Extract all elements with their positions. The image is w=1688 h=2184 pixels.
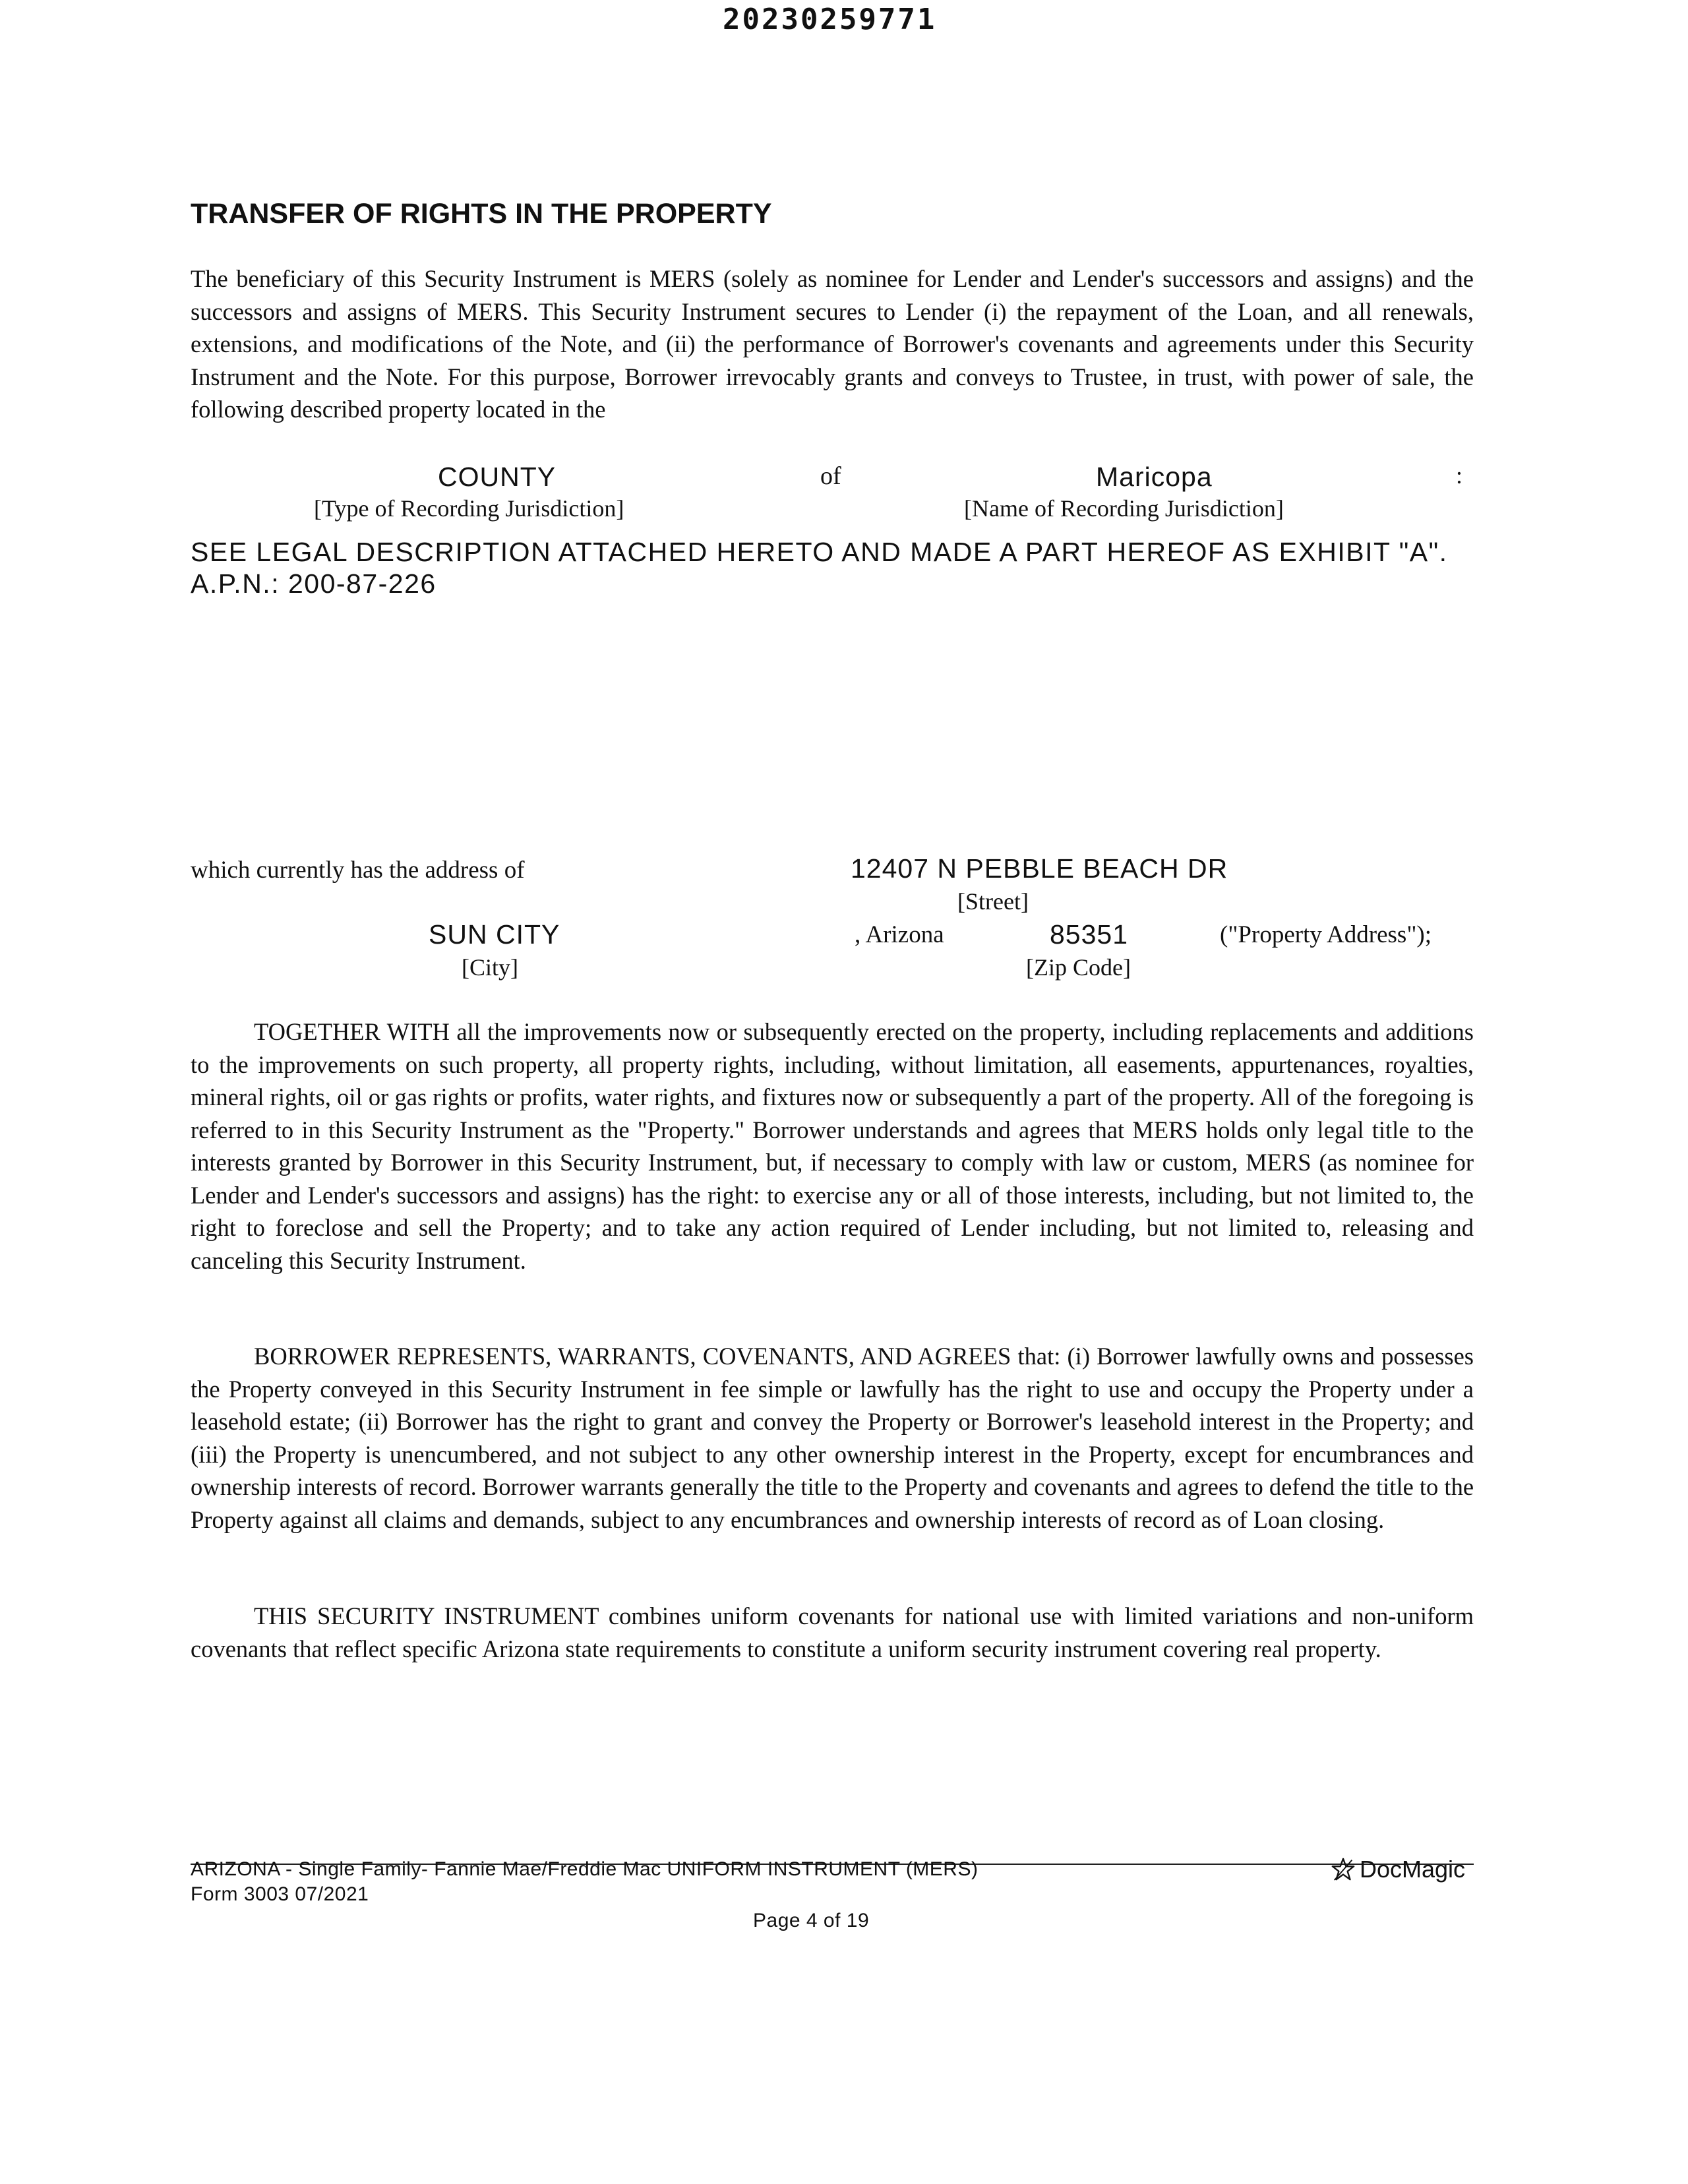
street-label: [Street] bbox=[957, 888, 1029, 915]
star-outline-icon bbox=[1331, 1857, 1356, 1882]
recording-number: 20230259771 bbox=[723, 3, 937, 36]
city-label: [City] bbox=[462, 954, 518, 981]
jurisdiction-colon: : bbox=[1456, 462, 1463, 489]
paragraph-security-instrument: THIS SECURITY INSTRUMENT combines uniform covenants for national use with limited variations and non-uniform covenants that reflect specific Arizona state requirements to constitute a uniform security instrument covering real property. bbox=[191, 1602, 1474, 1662]
street-value: 12407 N PEBBLE BEACH DR bbox=[851, 853, 1228, 884]
brand-name: DocMagic bbox=[1360, 1856, 1466, 1883]
jurisdiction-of-word: of bbox=[820, 462, 841, 490]
apn: A.P.N.: 200-87-226 bbox=[191, 568, 437, 599]
paragraph-together-with: TOGETHER WITH all the improvements now or subsequently erected on the property, including replacements and additions to the improvements on such property, all property rights, including, without limitation, all easements, appurtenances, royalties, mineral rights, oil or gas rights or profits, water rights, and fixtures now or subsequently a part of the property. All of the foregoing is referred to in this Security Instrument as the "Property." Borrower understands and agrees that MERS holds only legal title to the interests granted by Borrower in this Security Instrument, but, if necessary to comply with law or custom, MERS (as nominee for Lender and Lender's successors and assigns) has the right: to exercise any or all of those interests, including, but not limited to, the right to foreclose and sell the Property; and to take any action required of Lender including, but not limited to, releasing and canceling this Security Instrument. bbox=[191, 1018, 1474, 1274]
footer-form-number: Form 3003 07/2021 bbox=[191, 1883, 369, 1905]
zip-label: [Zip Code] bbox=[1026, 954, 1131, 981]
footer-brand bbox=[1331, 1856, 1465, 1883]
footer-form-title: ARIZONA - Single Family- Fannie Mae/Freddie Mac UNIFORM INSTRUMENT (MERS) bbox=[191, 1858, 979, 1880]
paragraph-borrower-represents: BORROWER REPRESENTS, WARRANTS, COVENANTS, AND AGREES that: (i) Borrower lawfully owns and possesses the Property conveyed in this Security Instrument in fee simple or lawfully has the right to use and occupy the Property under a leasehold estate; (ii) Borrower has the right to grant and convey the Property or Borrower's leasehold interest in the Property; and (iii) the Property is unencumbered, and not subject to any other ownership interest in the Property, except for encumbrances and ownership interests of record. Borrower warrants generally the title to the Property and covenants and agrees to defend the title to the Property against all claims and demands, subject to any encumbrances and ownership interests of record as of Loan closing. bbox=[191, 1343, 1474, 1533]
jurisdiction-type-label: [Type of Recording Jurisdiction] bbox=[314, 495, 624, 522]
address-lead-text: which currently has the address of bbox=[191, 857, 525, 884]
jurisdiction-name-label: [Name of Recording Jurisdiction] bbox=[964, 495, 1284, 522]
zip-value: 85351 bbox=[1050, 919, 1129, 950]
section-heading: TRANSFER OF RIGHTS IN THE PROPERTY bbox=[191, 198, 772, 229]
jurisdiction-name-value: Maricopa bbox=[1096, 462, 1213, 492]
footer-page-number: Page 4 of 19 bbox=[753, 1910, 870, 1931]
jurisdiction-type-value: COUNTY bbox=[438, 462, 557, 492]
city-value: SUN CITY bbox=[429, 919, 560, 950]
property-address-text: ("Property Address"); bbox=[1220, 921, 1432, 948]
state-text: , Arizona bbox=[855, 921, 944, 948]
legal-description: SEE LEGAL DESCRIPTION ATTACHED HERETO AND MADE A PART HEREOF AS EXHIBIT "A". bbox=[191, 537, 1448, 567]
paragraph-beneficiary: The beneficiary of this Security Instrument is MERS (solely as nominee for Lender and Lender's successors and assigns) and the successors and assigns of MERS. This Security Instrument secures to Lender (i) the repayment of the Loan, and all renewals, extensions, and modifications of the Note, and (ii) the performance of Borrower's covenants and agreements under this Security Instrument and the Note. For this purpose, Borrower irrevocably grants and conveys to Trustee, in trust, with power of sale, the following described property located in the bbox=[191, 265, 1474, 423]
